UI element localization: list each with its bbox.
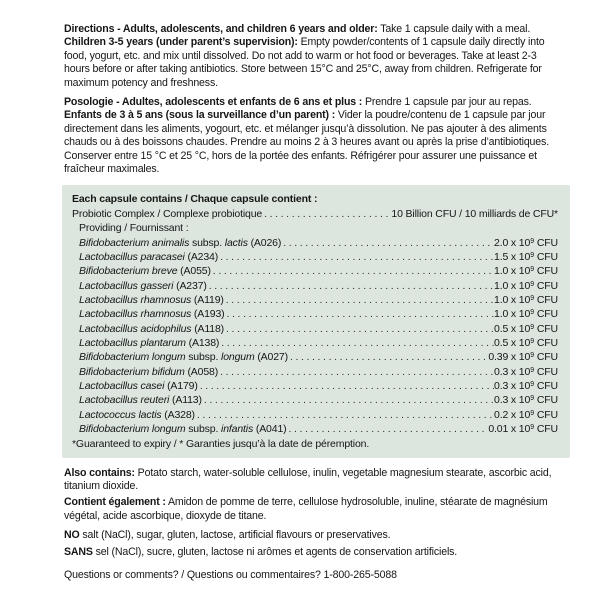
ingredient-amount: 1.0 x $10^9$ CFU: [494, 279, 558, 292]
probiotic-complex-name: Probiotic Complex / Complexe probiotique: [72, 207, 263, 220]
dot-leader: [286, 422, 488, 436]
dot-leader: [224, 293, 494, 307]
ingredient-name: Lactobacillus acidophilus (A118): [79, 322, 225, 335]
ingredient-row: [72, 264, 558, 278]
directions-fr-heading: Posologie - Adultes, adolescents et enfants de 6 ans et plus :: [64, 96, 363, 109]
ingredient-amount: 0.01 x $10^9$ CFU: [488, 422, 558, 435]
ingredient-name: Lactobacillus rhamnosus (A119): [79, 293, 224, 306]
ingredient-row: [72, 408, 558, 422]
ingredient-amount: 0.3 x $10^9$ CFU: [494, 365, 558, 378]
free-from-en: NO salt (NaCl), sugar, gluten, lactose, artificial flavours or preservatives.: [64, 529, 391, 542]
ingredient-row: [72, 365, 558, 379]
ingredient-row: [72, 322, 558, 336]
ingredient-name: Bifidobacterium longum subsp. infantis (A041): [79, 422, 287, 435]
dot-leader: [288, 350, 488, 364]
dot-leader: [219, 336, 494, 350]
dot-leader: [224, 322, 494, 336]
ingredient-amount: 1.0 x $10^9$ CFU: [494, 293, 558, 306]
directions-en-heading: Directions - Adults, adolescents, and children 6 years and older:: [64, 23, 378, 35]
providing-label: Providing / Fournissant :: [79, 222, 189, 235]
ingredient-amount: 1.0 x $10^9$ CFU: [494, 265, 558, 278]
ingredient-name: Bifidobacterium longum subsp. longum (A027): [79, 351, 288, 364]
ingredient-row: [72, 350, 558, 364]
also-contains-fr: Contient également : Amidon de pomme de terre, cellulose hydrosoluble, inuline, stéarate de magnésium végétal, acide ascorbique, dioxyde de titane.: [64, 496, 548, 522]
free-from-fr: SANS sel (NaCl), sucre, gluten, lactose ni arômes et agents de conservation artificiels.: [64, 545, 458, 558]
ingredient-amount: 0.3 x $10^9$ CFU: [494, 394, 558, 407]
ingredient-name: Lactobacillus gasseri (A237): [79, 279, 207, 292]
dot-leader: [281, 236, 494, 250]
ingredient-name: Lactobacillus plantarum (A138): [79, 336, 220, 349]
dot-leader: [195, 408, 494, 422]
probiotic-complex-value: 10 Billion CFU / 10 milliards de CFU*: [391, 207, 558, 220]
directions-fr-children-heading: Enfants de 3 à 5 ans (sous la surveillance d’un parent) :: [64, 109, 336, 122]
directions-fr-paragraph: Posologie - Adultes, adolescents et enfants de 6 ans et plus : Prendre 1 capsule par jour au repas. Enfants de 3 à 5 ans (sous la surveillance d’un parent) : Vider la poudre/contenu de 1 capsule par jour directement dans les aliments, yogourt, etc. et mélanger jusqu’à dissolution. Ne pas ajouter à des aliments chauds ou à des boissons chaudes. Prendre au moins 2 à 3 heures avant ou après la prise d’antibiotiques. Conserver entre 15 °C et 25 °C, hors de la portée des enfants. Réfrigérer pour assurer une puissance et fraîcheur maximales.: [64, 96, 549, 176]
also-contains-en: Also contains: Potato starch, water-soluble cellulose, inulin, vegetable magnesium stearate, ascorbic acid, titanium dioxide.: [64, 466, 552, 493]
questions-contact-line: Questions or comments? / Questions ou commentaires? 1-800-265-5088: [64, 569, 397, 582]
ingredient-amount: 0.5 x $10^9$ CFU: [494, 336, 558, 349]
dot-leader: [225, 307, 495, 321]
ingredient-row: [72, 422, 558, 436]
ingredient-row: [72, 393, 558, 407]
dot-leader: [218, 250, 494, 264]
ingredient-amount: 2.0 x $10^9$ CFU: [494, 236, 558, 249]
capsule-contents-heading: Each capsule contains / Chaque capsule contient :: [72, 193, 318, 206]
dot-leader: [198, 379, 494, 393]
ingredient-row: [72, 250, 558, 264]
dot-leader: [218, 365, 494, 379]
ingredient-row: [72, 379, 558, 393]
dot-leader: [262, 207, 391, 221]
ingredient-amount: 0.2 x $10^9$ CFU: [494, 408, 558, 421]
dot-leader: [207, 279, 494, 293]
ingredient-amount: 0.5 x $10^9$ CFU: [494, 322, 558, 335]
dot-leader: [202, 393, 494, 407]
probiotic-complex-row: [72, 207, 558, 221]
ingredient-row: [72, 293, 558, 307]
ingredient-name: Lactobacillus rhamnosus (A193): [79, 308, 225, 321]
ingredient-row: [72, 236, 558, 250]
ingredient-name: Lactobacillus casei (A179): [79, 379, 198, 392]
ingredient-row: [72, 336, 558, 350]
ingredient-name: Bifidobacterium breve (A055): [79, 265, 211, 278]
ingredient-amount: 1.5 x $10^9$ CFU: [494, 250, 558, 263]
ingredient-row: [72, 307, 558, 321]
dot-leader: [211, 264, 494, 278]
guarantee-note: *Guaranteed to expiry / * Garanties jusqu’à la date de péremption.: [72, 438, 370, 451]
ingredient-amount: 1.0 x $10^9$ CFU: [494, 308, 558, 321]
ingredient-name: Lactobacillus paracasei (A234): [79, 250, 219, 263]
ingredient-row: [72, 279, 558, 293]
ingredient-name: Bifidobacterium animalis subsp. lactis (A026): [79, 236, 282, 249]
directions-en-children-heading: Children 3-5 years (under parent’s supervision):: [64, 36, 298, 49]
ingredient-name: Lactobacillus reuteri (A113): [79, 394, 202, 407]
ingredient-name: Lactococcus lactis (A328): [79, 408, 195, 421]
ingredient-name: Bifidobacterium bifidum (A058): [79, 365, 219, 378]
directions-en-paragraph: Directions - Adults, adolescents, and children 6 years and older: Take 1 capsule daily with a meal. Children 3-5 years (under parent’s supervision): Empty powder/contents of 1 capsule daily directly into food, yogurt, etc. and mix until dissolved. Do not add to warm or hot food or beverages. Take at least 2-3 hours before or after taking antibiotics. Store between 15°C and 25°C, away from children. Refrigerate for maximum potency and freshness.: [64, 23, 545, 89]
capsule-contents-panel: [62, 185, 570, 457]
ingredient-amount: 0.3 x $10^9$ CFU: [494, 379, 558, 392]
ingredient-amount: 0.39 x $10^9$ CFU: [488, 351, 558, 364]
